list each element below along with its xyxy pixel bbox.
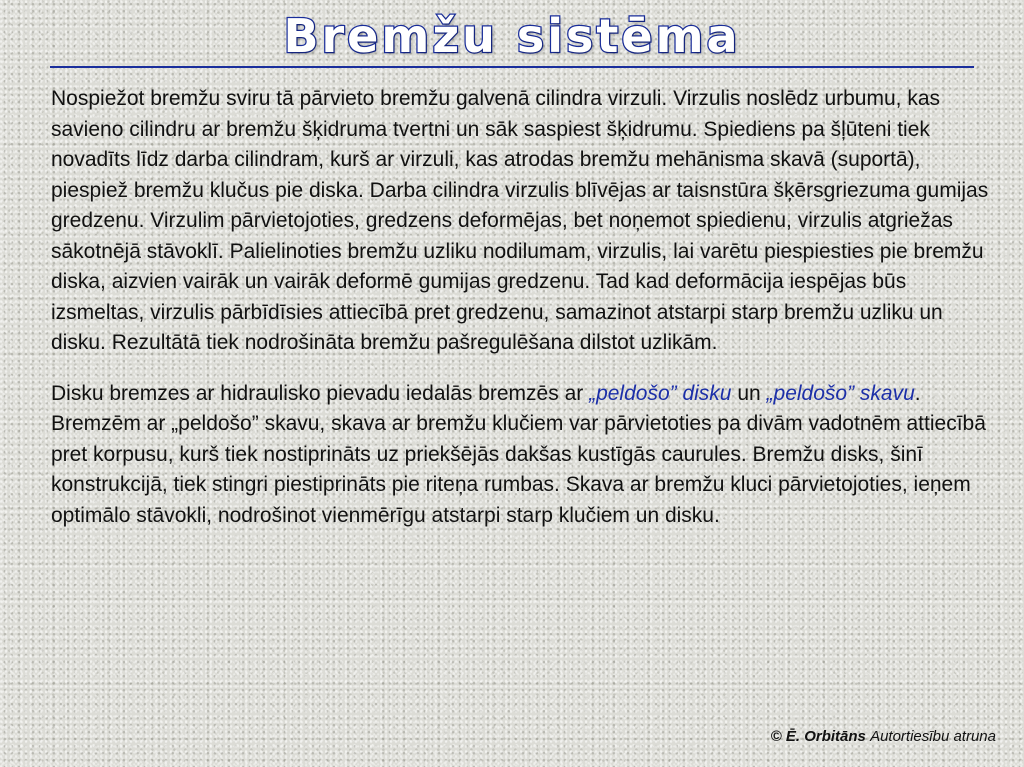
footer <box>771 728 996 745</box>
paragraph-2-text-c: . Bremzēm ar „peldošo” skavu, skava ar bremžu klučiem var pārvietoties pa divām vadotnēm attiecībā pret korpusu, kurš tiek nostiprināts uz priekšējās dakšas kustīgās caurules. Bremžu disks, šinī konstrukcijā, tiek stingri piestiprināts pie riteņa rumbas. Skava ar bremžu kluci pārvietojoties, ieņem optimālo stāvokli, nodrošinot vienmērīgu atstarpi starp klučiem un disku. <box>51 381 986 527</box>
paragraph-2 <box>51 379 991 532</box>
slide-title: Bremžu sistēma <box>283 9 741 63</box>
copyright-author: © Ē. Orbitāns <box>770 728 866 745</box>
title-underline <box>50 66 974 68</box>
slide-body <box>51 84 991 551</box>
paragraph-1: Nospiežot bremžu sviru tā pārvieto bremžu galvenā cilindra virzuli. Virzulis noslēdz urbumu, kas savieno cilindru ar bremžu šķidruma tvertni un sāk saspiest šķidrumu. Spiediens pa šļūteni tiek novadīts līdz darba cilindram, kurš ar virzuli, kas atrodas bremžu mehānisma skavā (suportā), piespiež bremžu klučus pie diska. Darba cilindra virzulis blīvējas ar taisnstūra šķērsgriezuma gumijas gredzenu. Virzulim pārvietojoties, gredzens deformējas, bet noņemot spiedienu, virzulis atgriežas sākotnējā stāvoklī. Palielinoties bremžu uzliku nodilumam, virzulis, lai varētu piespiesties pie bremžu diska, aizvien vairāk un vairāk deformē gumijas gredzenu. Tad kad deformācija iespējas būs izsmeltas, virzulis pārbīdīsies attiecībā pret gredzenu, samazinot atstarpi starp bremžu uzliku un disku. Rezultātā tiek nodrošināta bremžu pašregulēšana dilstot uzlikām. <box>51 87 989 354</box>
paragraph-2-text-a: Disku bremzes ar hidraulisko pievadu iedalās bremzēs ar <box>51 381 590 405</box>
paragraph-2-text-b: un <box>731 381 767 405</box>
copyright-disclaimer-link[interactable]: Autortiesību atruna <box>870 728 996 745</box>
floating-disc-link[interactable]: „peldošo” disku <box>589 381 732 405</box>
floating-caliper-link[interactable]: „peldošo” skavu <box>766 381 915 405</box>
